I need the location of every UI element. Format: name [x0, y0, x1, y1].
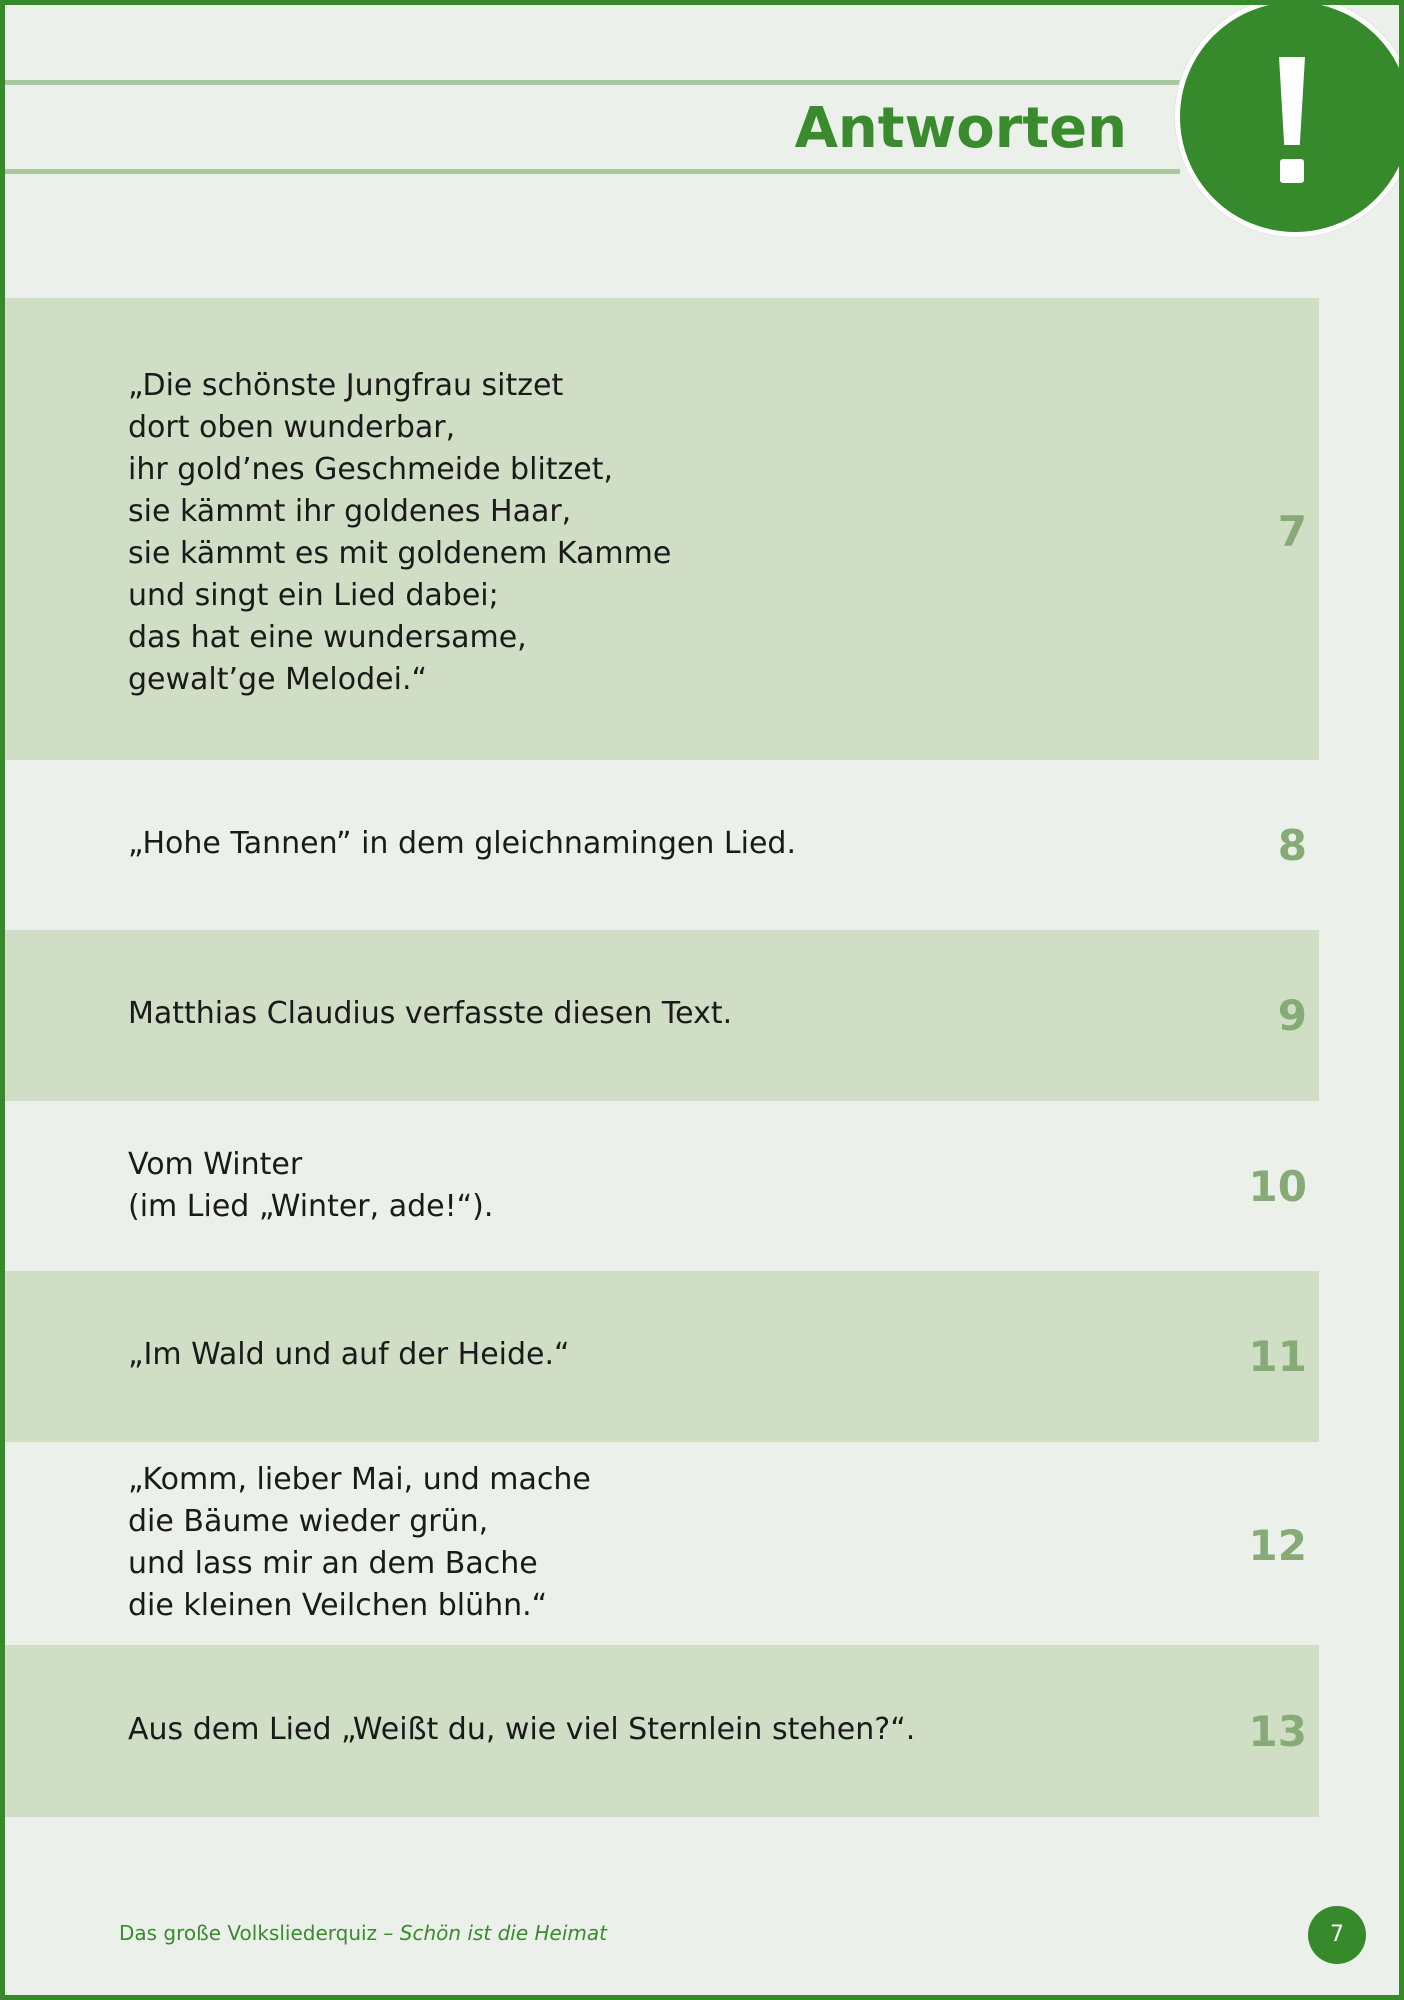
answer-row-8 [5, 760, 1319, 930]
footer-book-title [119, 1921, 607, 1945]
answer-row-11 [5, 1271, 1319, 1442]
answer-number: 9 [1277, 991, 1307, 1040]
footer-title-main: Das große Volksliederquiz – [119, 1921, 400, 1945]
answer-text: „Im Wald und auf der Heide.“ [128, 1337, 570, 1372]
answer-text: Matthias Claudius verfasste diesen Text. [128, 996, 733, 1031]
answer-number: 13 [1248, 1707, 1307, 1756]
answer-row-12 [5, 1442, 1319, 1645]
header-rule-top [5, 80, 1180, 85]
answer-row-9 [5, 930, 1319, 1101]
answer-row-10 [5, 1101, 1319, 1271]
answer-row-7 [5, 298, 1319, 760]
page-number-badge: 7 [1308, 1906, 1366, 1964]
answer-number: 10 [1248, 1162, 1307, 1211]
answer-text: Vom Winter (im Lied „Winter, ade!“). [128, 1147, 494, 1224]
answer-number: 7 [1277, 507, 1307, 556]
answer-text: „Hohe Tannen” in dem gleichnamingen Lied. [128, 826, 796, 861]
answer-number: 11 [1248, 1332, 1307, 1381]
exclamation-icon [1279, 57, 1305, 185]
answer-number: 8 [1277, 821, 1307, 870]
answer-text: Aus dem Lied „Weißt du, wie viel Sternlein stehen?“. [128, 1712, 916, 1747]
footer-title-italic: Schön ist die Heimat [399, 1921, 607, 1945]
answer-row-13 [5, 1645, 1319, 1817]
header-rule-bottom [5, 169, 1180, 174]
answer-text: „Die schönste Jungfrau sitzet dort oben wunderbar, ihr gold’nes Geschmeide blitzet, sie kämmt ihr goldenes Haar, sie kämmt es mit goldenem Kamme und singt ein Lied dabei; das hat eine wundersame, gewalt’ge Melodei.“ [128, 368, 672, 697]
answer-text: „Komm, lieber Mai, und mache die Bäume wieder grün, und lass mir an dem Bache die kleinen Veilchen blühn.“ [128, 1462, 591, 1623]
page-title: Antworten [794, 96, 1127, 161]
answer-number: 12 [1248, 1521, 1307, 1570]
